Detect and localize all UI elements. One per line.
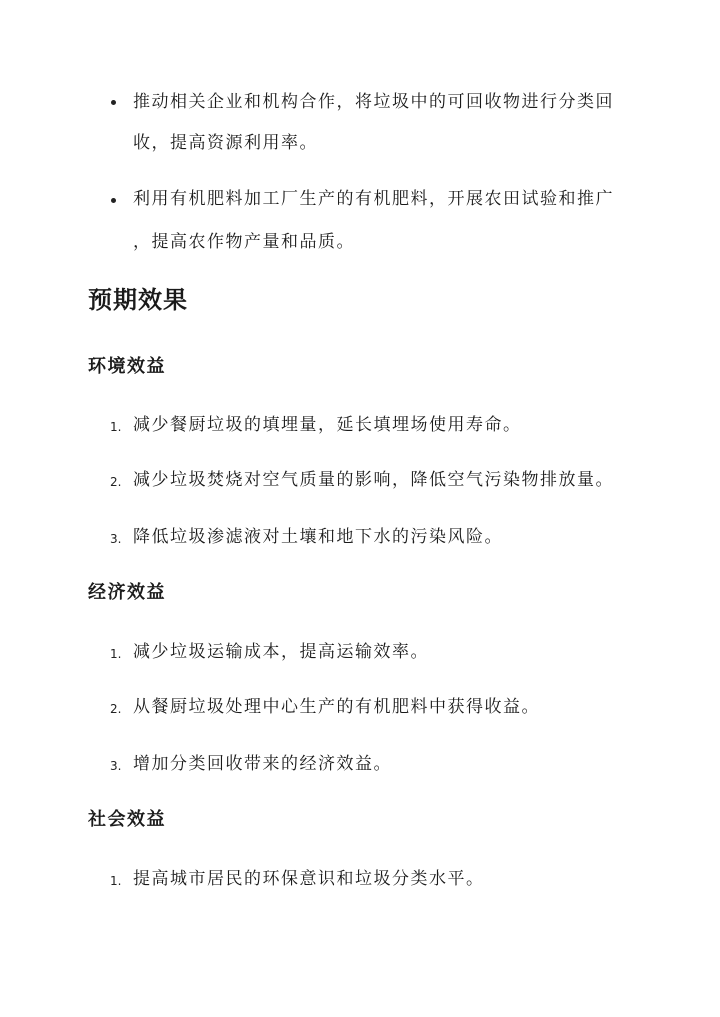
list-number: 2. bbox=[110, 475, 122, 489]
bullet-text: 利用有机肥料加工厂生产的有机肥料，开展农田试验和推广 bbox=[133, 189, 614, 209]
list-number: 1. bbox=[110, 420, 122, 434]
list-number: 1. bbox=[110, 874, 122, 888]
bullet-marker bbox=[111, 198, 116, 203]
list-number: 3. bbox=[110, 532, 122, 546]
bullet-text: 推动相关企业和机构合作，将垃圾中的可回收物进行分类回 bbox=[133, 92, 614, 112]
section-title: 预期效果 bbox=[88, 286, 188, 314]
list-item: 增加分类回收带来的经济效益。 bbox=[133, 754, 392, 774]
list-item: 减少垃圾运输成本，提高运输效率。 bbox=[133, 642, 429, 662]
subsection-heading-environment: 环境效益 bbox=[88, 356, 166, 377]
list-item: 降低垃圾渗滤液对土壤和地下水的污染风险。 bbox=[133, 527, 503, 547]
list-item: 减少餐厨垃圾的填埋量，延长填埋场使用寿命。 bbox=[133, 415, 522, 435]
subsection-heading-economic: 经济效益 bbox=[88, 582, 166, 603]
bullet-marker bbox=[111, 100, 116, 105]
bullet-text-continued: 收，提高资源利用率。 bbox=[133, 133, 318, 153]
list-number: 2. bbox=[110, 702, 122, 716]
bullet-text-continued: ，提高农作物产量和品质。 bbox=[133, 232, 355, 252]
list-number: 1. bbox=[110, 647, 122, 661]
subsection-heading-social: 社会效益 bbox=[88, 809, 166, 830]
list-number: 3. bbox=[110, 759, 122, 773]
list-item: 减少垃圾焚烧对空气质量的影响，降低空气污染物排放量。 bbox=[133, 470, 614, 490]
list-item: 从餐厨垃圾处理中心生产的有机肥料中获得收益。 bbox=[133, 697, 540, 717]
list-item: 提高城市居民的环保意识和垃圾分类水平。 bbox=[133, 869, 485, 889]
